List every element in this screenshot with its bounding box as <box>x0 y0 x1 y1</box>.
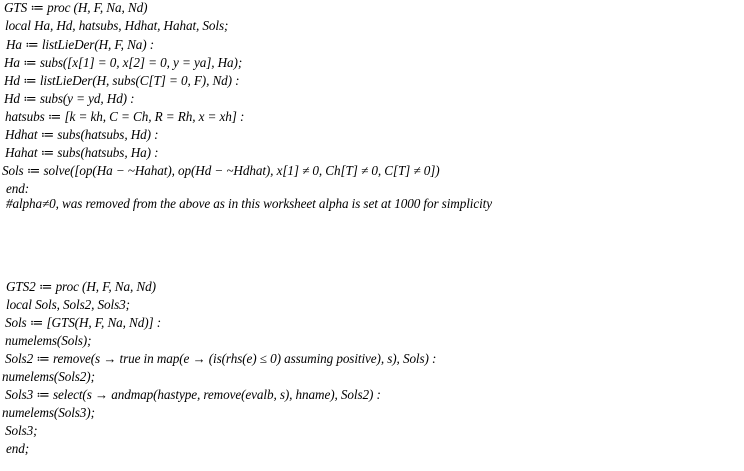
code-line-local[interactable]: local Ha, Hd, hatsubs, Hdhat, Hahat, Sols; <box>5 18 229 33</box>
code-line-gts-proc[interactable]: GTS ≔ proc (H, F, Na, Nd) <box>4 0 148 15</box>
code-line-hahat[interactable]: Hahat ≔ subs(hatsubs, Ha) : <box>5 145 159 160</box>
code-line-numelems-sols3[interactable]: numelems(Sols3); <box>2 405 95 420</box>
code-line-hatsubs[interactable]: hatsubs ≔ [k = kh, C = Ch, R = Rh, x = xh] : <box>5 109 245 124</box>
code-line-sols3[interactable]: Sols3 ≔ select(s → andmap(hastype, remove(evalb, s), hname), Sols2) : <box>5 387 381 402</box>
code-line-hd-subs[interactable]: Hd ≔ subs(y = yd, Hd) : <box>4 91 135 106</box>
code-line-local2[interactable]: local Sols, Sols2, Sols3; <box>6 297 130 312</box>
code-line-numelems-sols[interactable]: numelems(Sols); <box>5 333 92 348</box>
code-line-hd-lieder[interactable]: Hd ≔ listLieDer(H, subs(C[T] = 0, F), Nd) : <box>4 73 240 88</box>
code-line-numelems-sols2[interactable]: numelems(Sols2); <box>2 369 95 384</box>
code-line-end[interactable]: end: <box>6 181 30 196</box>
code-line-gts2-proc[interactable]: GTS2 ≔ proc (H, F, Na, Nd) <box>6 279 156 294</box>
code-line-sols3-out[interactable]: Sols3; <box>5 423 38 438</box>
code-line-alpha-comment[interactable]: #alpha≠0, was removed from the above as in this worksheet alpha is set at 1000 for simplicity <box>6 196 492 211</box>
code-line-sols2[interactable]: Sols2 ≔ remove(s → true in map(e → (is(rhs(e) ≤ 0) assuming positive), s), Sols) : <box>5 351 437 366</box>
code-line-sols[interactable]: Sols ≔ [GTS(H, F, Na, Nd)] : <box>5 315 162 330</box>
code-line-ha-lieder[interactable]: Ha ≔ listLieDer(H, F, Na) : <box>6 37 155 52</box>
code-line-ha-subs[interactable]: Ha ≔ subs([x[1] = 0, x[2] = 0, y = ya], Ha); <box>4 55 243 70</box>
code-line-hdhat[interactable]: Hdhat ≔ subs(hatsubs, Hd) : <box>5 127 159 142</box>
code-line-end2[interactable]: end; <box>6 441 30 456</box>
code-line-solve[interactable]: Sols ≔ solve([op(Ha − ~Hahat), op(Hd − ~Hdhat), x[1] ≠ 0, Ch[T] ≠ 0, C[T] ≠ 0]) <box>2 163 440 178</box>
